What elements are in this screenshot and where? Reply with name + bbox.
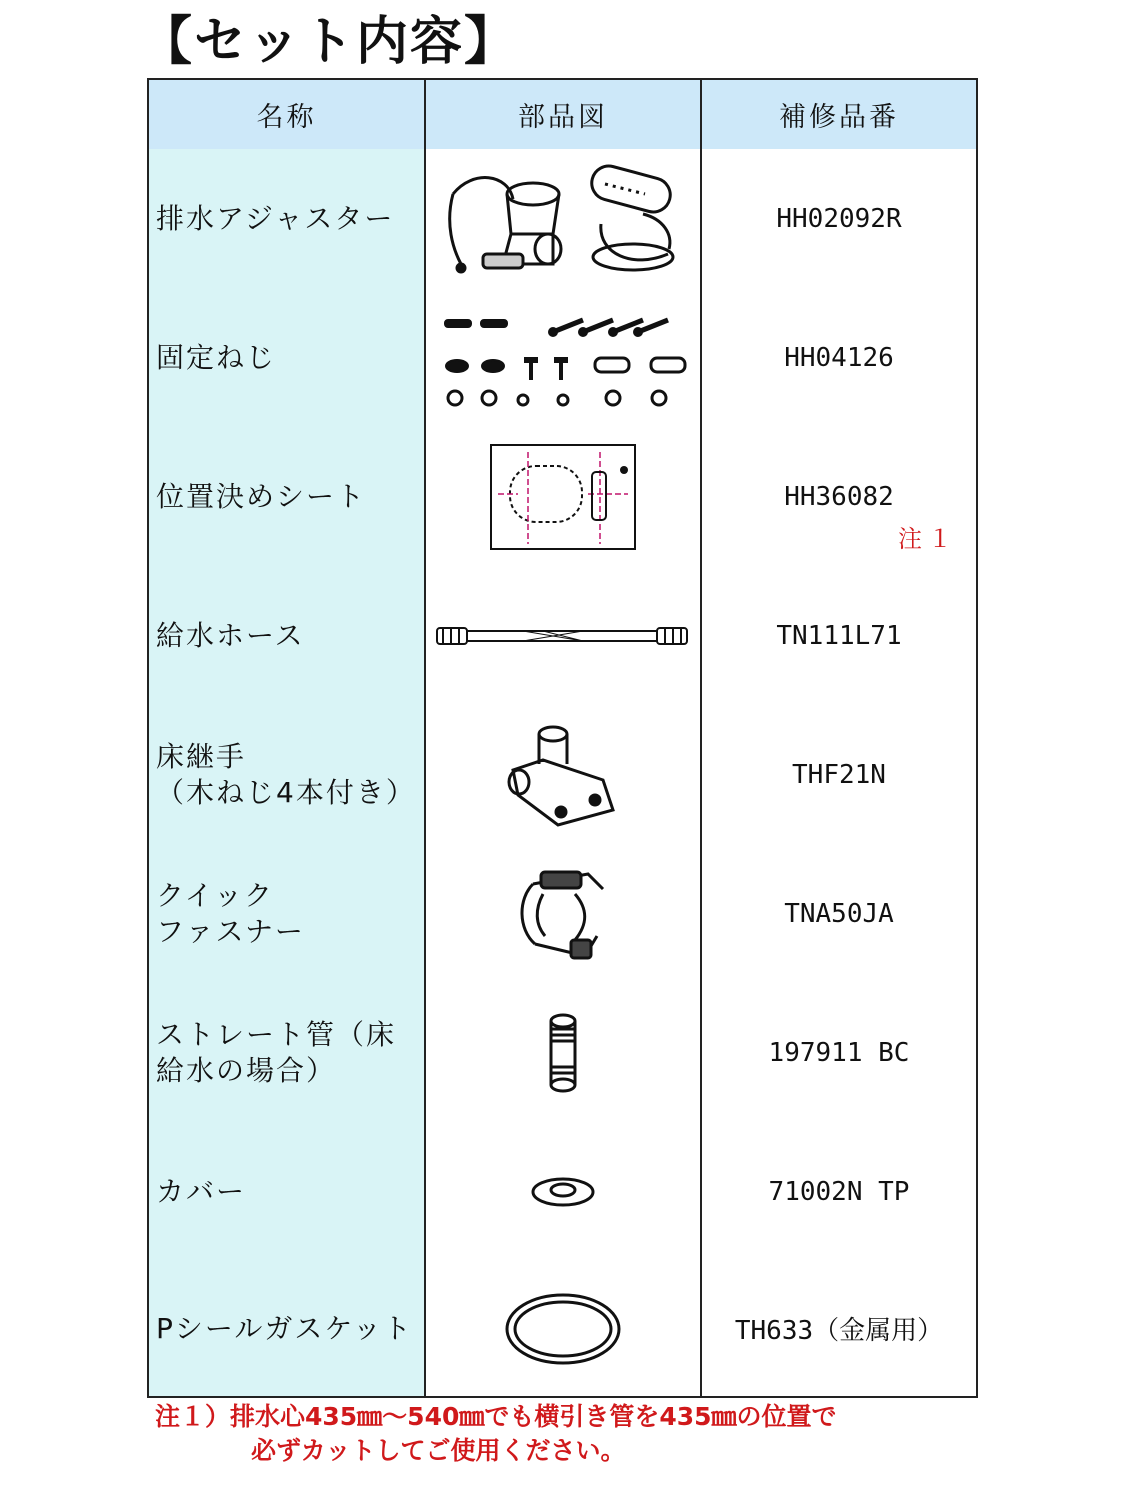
table-row — [149, 1261, 976, 1396]
part-name: ストレート管（床 — [156, 1017, 397, 1051]
part-name: 固定ねじ — [156, 340, 277, 374]
part-number: TNA50JA — [702, 844, 976, 983]
footnote — [155, 1400, 837, 1468]
part-name-sub: ファスナー — [156, 914, 305, 948]
page-title: 【セット内容】 — [140, 12, 519, 72]
table-row — [149, 566, 976, 707]
footnote-line-2: 必ずカットしてご使用ください。 — [251, 1436, 626, 1465]
part-name: 給水ホース — [156, 618, 305, 652]
part-number: THF21N — [702, 705, 976, 844]
quick-fastener-icon — [513, 864, 613, 964]
part-name: クイック — [156, 878, 275, 912]
part-name-sub: 給水の場合） — [156, 1053, 337, 1087]
table-row — [149, 705, 976, 846]
part-number: TN111L71 — [702, 566, 976, 705]
table-row — [149, 1122, 976, 1263]
table-row — [149, 983, 976, 1124]
part-name: Pシールガスケット — [156, 1311, 413, 1345]
cover-icon — [528, 1172, 598, 1212]
part-number: HH04126 — [702, 288, 976, 427]
table-row — [149, 844, 976, 985]
floor-joint-icon — [503, 720, 623, 830]
header-name: 名称 — [149, 80, 426, 149]
table-row — [149, 427, 976, 568]
straight-pipe-icon — [538, 1011, 588, 1095]
part-name: 排水アジャスター — [156, 201, 395, 235]
table-row — [149, 288, 976, 429]
fixing-screws-icon — [433, 298, 693, 418]
table-header-row — [149, 80, 976, 151]
header-part-number: 補修品番 — [702, 80, 976, 149]
part-number: 197911 BC — [702, 983, 976, 1122]
part-number: 71002N TP — [702, 1122, 976, 1261]
footnote-line-1: 注１）排水心435㎜～540㎜でも横引き管を435㎜の位置で — [155, 1402, 837, 1431]
header-diagram: 部品図 — [426, 80, 702, 149]
gasket-icon — [503, 1289, 623, 1369]
drain-adjuster-icon — [433, 154, 693, 284]
part-name-sub: （木ねじ4本付き） — [156, 775, 416, 809]
table-row — [149, 149, 976, 290]
part-name: カバー — [156, 1174, 247, 1208]
note-reference: 注１ — [898, 525, 958, 553]
water-hose-icon — [433, 616, 693, 656]
part-number: TH633（金属用） — [702, 1261, 976, 1396]
part-number: HH02092R — [702, 149, 976, 288]
parts-table — [147, 78, 978, 1398]
positioning-sheet-icon — [488, 442, 638, 552]
part-number: HH36082 — [784, 481, 894, 512]
part-name: 床継手 — [156, 739, 247, 773]
part-name: 位置決めシート — [156, 479, 367, 513]
